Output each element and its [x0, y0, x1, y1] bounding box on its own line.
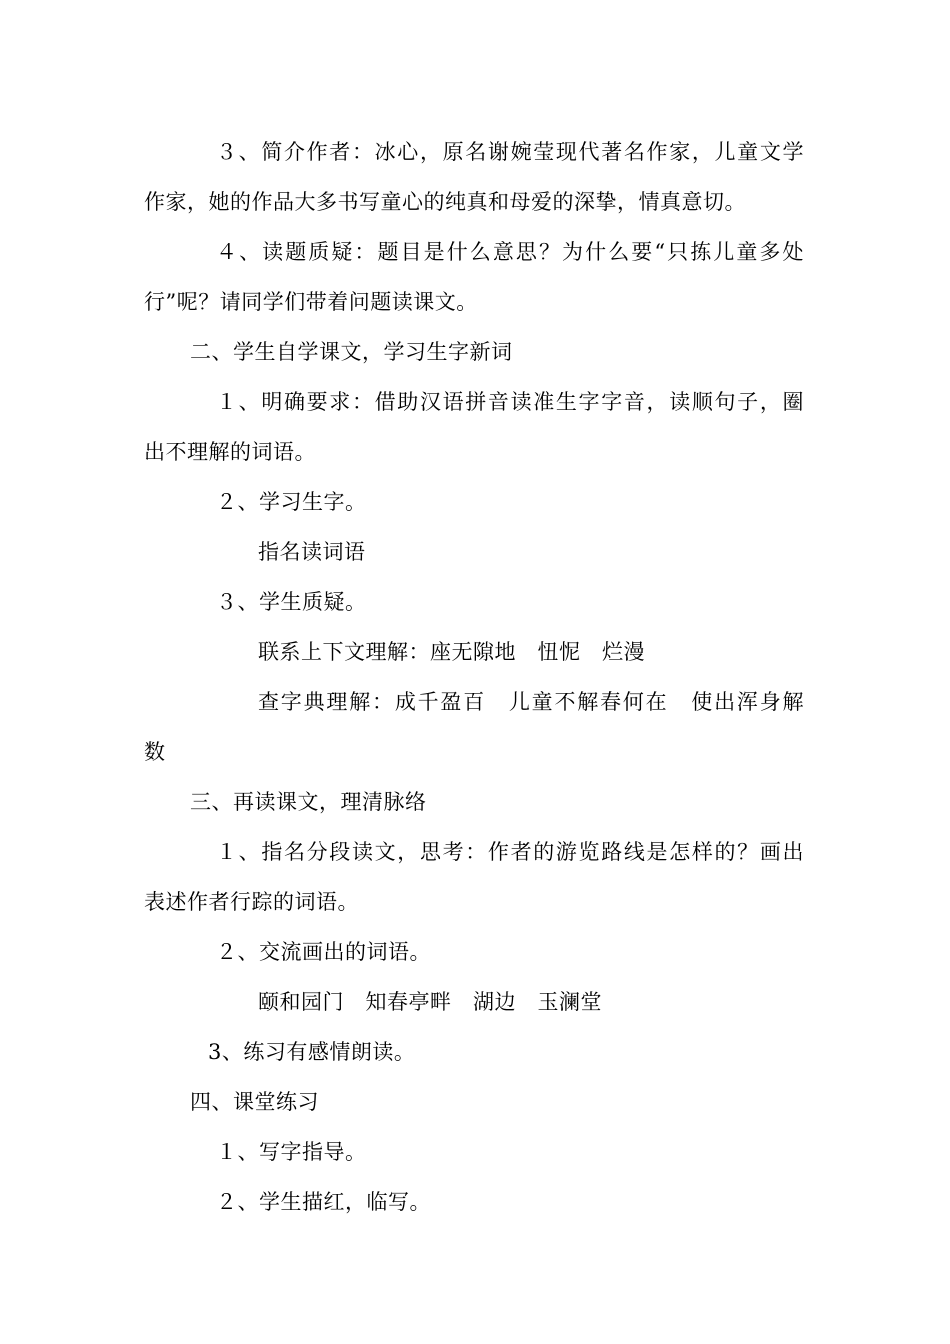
paragraph-title-question-line2: 行”呢？请同学们带着问题读课文。	[144, 290, 478, 314]
paragraph-title-question-line1: ４、读题质疑：题目是什么意思？为什么要“只拣儿童多处	[216, 240, 804, 264]
paragraph-exchange-words: ２、交流画出的词语。	[216, 940, 431, 964]
section-heading-2: 二、学生自学课文，学习生字新词	[190, 340, 513, 364]
section-heading-4: 四、课堂练习	[190, 1090, 319, 1114]
paragraph-learn-characters: ２、学习生字。	[216, 490, 367, 514]
paragraph-tracing-copying: ２、学生描红，临写。	[216, 1190, 431, 1214]
paragraph-author-intro-line2: 作家，她的作品大多书写童心的纯真和母爱的深挚，情真意切。	[144, 190, 746, 214]
paragraph-emotional-reading: 3、练习有感情朗读。	[208, 1040, 416, 1064]
paragraph-dictionary-line1: 查字典理解：成千盈百 儿童不解春何在 使出浑身解	[258, 690, 804, 714]
paragraph-read-words: 指名读词语	[258, 540, 366, 564]
paragraph-segment-reading-line2: 表述作者行踪的词语。	[144, 890, 359, 914]
paragraph-requirements-line2: 出不理解的词语。	[144, 440, 316, 464]
paragraph-student-questions: ３、学生质疑。	[216, 590, 367, 614]
paragraph-route-words: 颐和园门 知春亭畔 湖边 玉澜堂	[258, 990, 602, 1014]
paragraph-requirements-line1: １、明确要求：借助汉语拼音读准生字字音，读顺句子，圈	[216, 390, 804, 414]
paragraph-dictionary-line2: 数	[144, 740, 166, 764]
paragraph-author-intro-line1: ３、简介作者：冰心，原名谢婉莹现代著名作家，儿童文学	[216, 140, 804, 164]
paragraph-context-understanding: 联系上下文理解：座无隙地 忸怩 烂漫	[258, 640, 645, 664]
paragraph-segment-reading-line1: １、指名分段读文，思考：作者的游览路线是怎样的？画出	[216, 840, 804, 864]
paragraph-writing-guidance: １、写字指导。	[216, 1140, 367, 1164]
section-heading-3: 三、再读课文，理清脉络	[190, 790, 427, 814]
